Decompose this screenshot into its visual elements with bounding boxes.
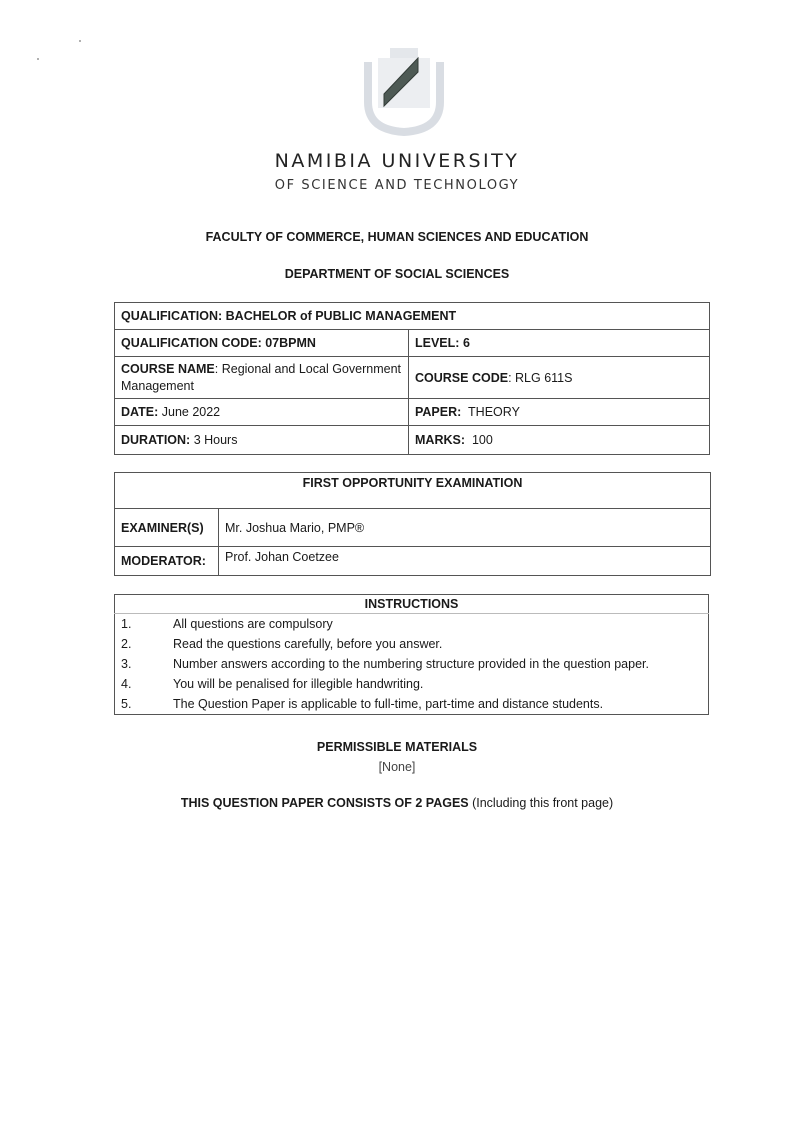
date-cell [115,399,409,426]
instructions-table [114,594,709,715]
moderator-label: MODERATOR: [115,547,219,576]
marks-label: MARKS: [415,433,465,447]
qualification-code-value: 07BPMN [265,336,316,350]
instructions-title: INSTRUCTIONS [115,595,709,614]
instruction-text: The Question Paper is applicable to full-time, part-time and distance students. [167,694,709,715]
instruction-number: 2. [115,634,168,654]
qualification-code-label: QUALIFICATION CODE: [121,336,262,350]
level-label: LEVEL: [415,336,460,350]
instruction-text: You will be penalised for illegible handwriting. [167,674,709,694]
examiner-label: EXAMINER(S) [115,509,219,547]
instruction-number: 1. [115,614,168,635]
level-value: 6 [462,336,470,350]
university-subtitle: OF SCIENCE AND TECHNOLOGY [274,178,520,193]
paper-label: PAPER: [415,405,462,419]
page-count-normal: (Including this front page) [468,796,614,810]
moderator-value: Prof. Johan Coetzee [219,547,711,576]
paper-cell [409,399,710,426]
instruction-number: 4. [115,674,168,694]
course-name-label: COURSE NAME [121,361,215,376]
course-code-label: COURSE CODE [415,370,509,385]
date-value: June 2022 [161,405,221,419]
duration-value: 3 Hours [193,433,238,447]
level-cell [409,330,710,357]
course-code-value: : RLG 611S [508,370,573,385]
paper-value: THEORY [468,405,520,419]
qualification-code-cell [115,330,409,357]
instruction-text: Read the questions carefully, before you answer. [167,634,709,654]
university-name: NAMIBIA UNIVERSITY [274,150,520,172]
instruction-number: 3. [115,654,168,674]
examination-table [114,472,711,576]
permissible-materials-title: PERMISSIBLE MATERIALS [316,740,478,754]
course-name-value: : Regional and Local Government Management [121,361,401,393]
instruction-number: 5. [115,694,168,715]
marks-cell [409,426,710,455]
permissible-materials-value: [None] [378,760,416,774]
scan-speck [37,58,39,60]
duration-label: DURATION: [121,433,191,447]
exam-title: FIRST OPPORTUNITY EXAMINATION [115,473,711,509]
department-heading: DEPARTMENT OF SOCIAL SCIENCES [284,267,510,281]
faculty-heading: FACULTY OF COMMERCE, HUMAN SCIENCES AND EDUCATION [205,230,589,244]
course-name-cell [115,357,409,399]
scan-speck [79,40,81,42]
qualification-table [114,302,710,455]
qualification-cell [115,303,710,330]
qualification-value: BACHELOR of PUBLIC MANAGEMENT [225,309,457,323]
marks-value: 100 [471,433,493,447]
instruction-text: All questions are compulsory [167,614,709,635]
university-logo-icon [360,44,448,136]
page-count-note [0,796,794,810]
qualification-label: QUALIFICATION: [121,309,223,323]
instruction-text: Number answers according to the numbering structure provided in the question paper. [167,654,709,674]
course-code-cell [409,357,710,399]
duration-cell [115,426,409,455]
page-count-bold: THIS QUESTION PAPER CONSISTS OF 2 PAGES [180,796,469,810]
examiner-value: Mr. Joshua Mario, PMP® [219,509,711,547]
date-label: DATE: [121,405,159,419]
